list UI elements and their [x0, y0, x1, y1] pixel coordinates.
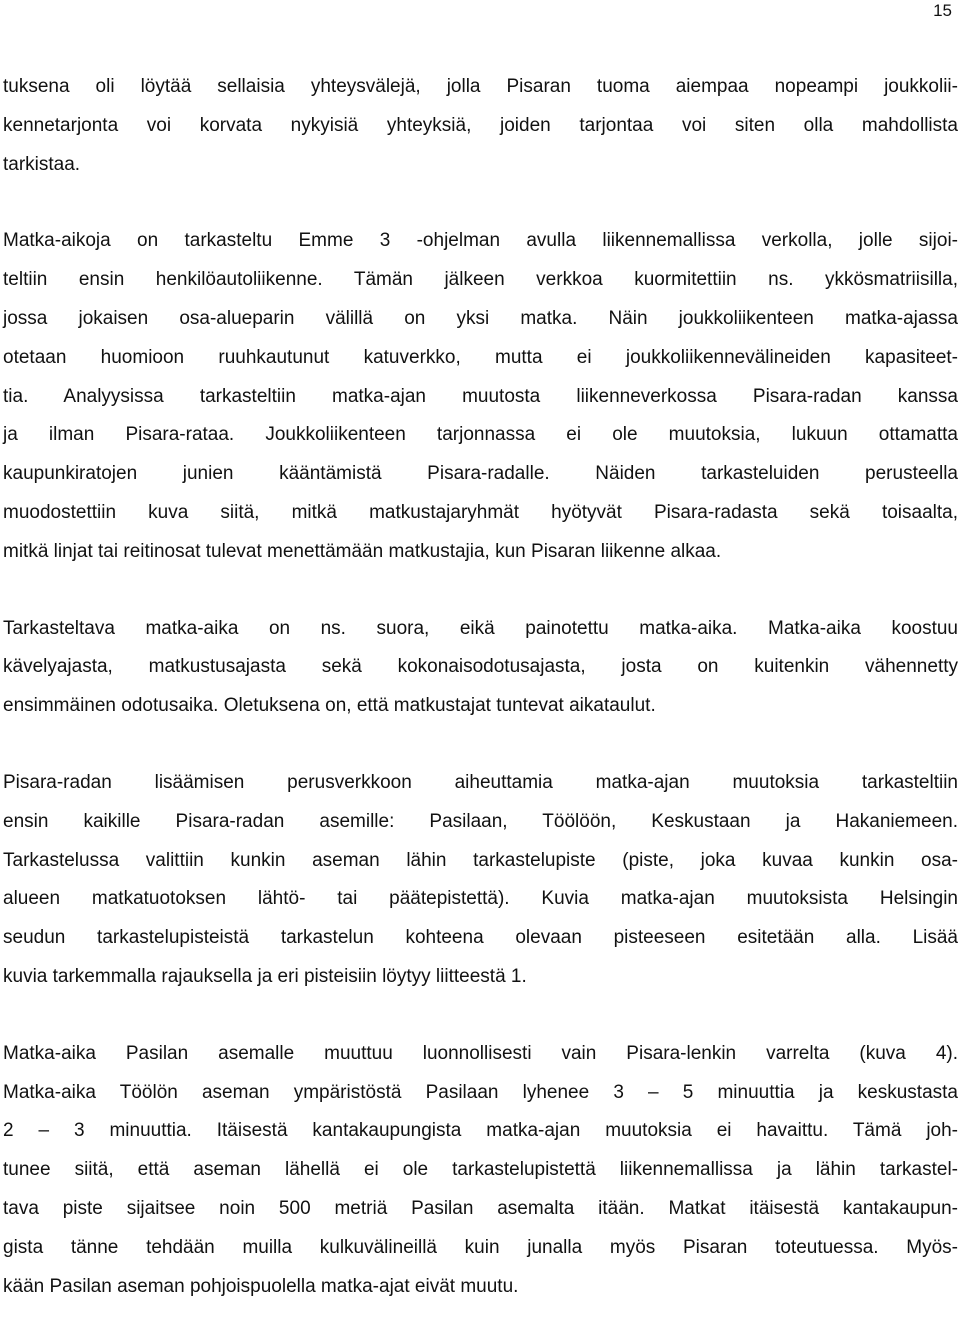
text-line: ja ilman Pisara-rataa. Joukkoliikenteen tarjonnassa ei ole muutoksia, lukuun ottamatta [3, 424, 958, 446]
paragraph-spacer [3, 184, 958, 222]
paragraph-3 [3, 610, 958, 726]
text-line: Tarkasteltava matka-aika on ns. suora, eikä painotettu matka-aika. Matka-aika koostuu [3, 617, 958, 639]
document-body [3, 68, 958, 1306]
text-line: ensimmäinen odotusaika. Oletuksena on, että matkustajat tuntevat aikataulut. [3, 695, 656, 717]
text-line: seudun tarkastelupisteistä tarkastelun kohteena olevaan pisteeseen esitetään alla. Lisää [3, 927, 958, 949]
text-line: tava piste sijaitsee noin 500 metriä Pasilan asemalta itään. Matkat itäisestä kantakaupun- [3, 1197, 958, 1219]
text-line: Matka-aikoja on tarkasteltu Emme 3 -ohjelman avulla liikennemallissa verkolla, jolle sijoi- [3, 230, 958, 252]
text-line: mitkä linjat tai reitinosat tulevat menettämään matkustajia, kun Pisaran liikenne alkaa. [3, 540, 722, 562]
text-line: muodostettiin kuva siitä, mitkä matkustajaryhmät hyötyvät Pisara-radasta sekä toisaalta, [3, 501, 958, 523]
text-line: Matka-aika Pasilan asemalle muuttuu luonnollisesti vain Pisara-lenkin varrelta (kuva 4). [3, 1042, 958, 1064]
paragraph-2 [3, 222, 958, 571]
text-line: kennetarjonta voi korvata nykyisiä yhteyksiä, joiden tarjontaa voi siten olla mahdollista [3, 114, 958, 136]
text-line: Tarkastelussa valittiin kunkin aseman lähin tarkastelupiste (piste, joka kuvaa kunkin osa- [3, 849, 958, 871]
text-line: kaupunkiratojen junien kääntämistä Pisara-radalle. Näiden tarkasteluiden perusteella [3, 463, 958, 485]
text-line: Pisara-radan lisäämisen perusverkkoon aiheuttamia matka-ajan muutoksia tarkasteltiin [3, 771, 958, 793]
text-line: 2 – 3 minuuttia. Itäisestä kantakaupungista matka-ajan muutoksia ei havaittu. Tämä joh- [3, 1120, 958, 1142]
text-line: tia. Analyysissa tarkasteltiin matka-ajan muutosta liikenneverkossa Pisara-radan kanssa [3, 385, 958, 407]
text-line: alueen matkatuotoksen lähtö- tai päätepistettä). Kuvia matka-ajan muutoksista Helsingin [3, 888, 958, 910]
paragraph-spacer [3, 726, 958, 764]
text-line: tuksena oli löytää sellaisia yhteysvälejä, jolla Pisaran tuoma aiempaa nopeampi joukkolii- [3, 76, 958, 97]
text-line: teltiin ensin henkilöautoliikenne. Tämän jälkeen verkkoa kuormitettiin ns. ykkösmatriisilla, [3, 269, 958, 291]
paragraph-5 [3, 1035, 958, 1307]
page-number: 15 [933, 1, 952, 20]
text-line: ensin kaikille Pisara-radan asemille: Pasilaan, Töölöön, Keskustaan ja Hakaniemeen. [3, 810, 958, 832]
text-line: tarkistaa. [3, 153, 81, 175]
text-line: otetaan huomioon ruuhkautunut katuverkko, mutta ei joukkoliikennevälineiden kapasiteet- [3, 346, 958, 368]
text-line: kään Pasilan aseman pohjoispuolella matka-ajat eivät muutu. [3, 1275, 519, 1297]
paragraph-4 [3, 764, 958, 997]
text-line: Matka-aika Töölön aseman ympäristöstä Pasilaan lyhenee 3 – 5 minuuttia ja keskustasta [3, 1081, 958, 1103]
text-line: kuvia tarkemmalla rajauksella ja eri pisteisiin löytyy liitteestä 1. [3, 965, 527, 987]
paragraph-spacer [3, 572, 958, 610]
text-line: kävelyajasta, matkustusajasta sekä kokonaisodotusajasta, josta on kuitenkin vähennetty [3, 656, 958, 678]
text-line: tunee siitä, että aseman lähellä ei ole tarkastelupistettä liikennemallissa ja lähin tarkastel- [3, 1159, 958, 1181]
paragraph-1 [3, 68, 958, 184]
paragraph-spacer [3, 997, 958, 1035]
text-line: gista tänne tehdään muilla kulkuvälineillä kuin junalla myös Pisaran toteutuessa. Myös- [3, 1236, 958, 1258]
text-line: jossa jokaisen osa-alueparin välillä on yksi matka. Näin joukkoliikenteen matka-ajassa [3, 307, 958, 329]
